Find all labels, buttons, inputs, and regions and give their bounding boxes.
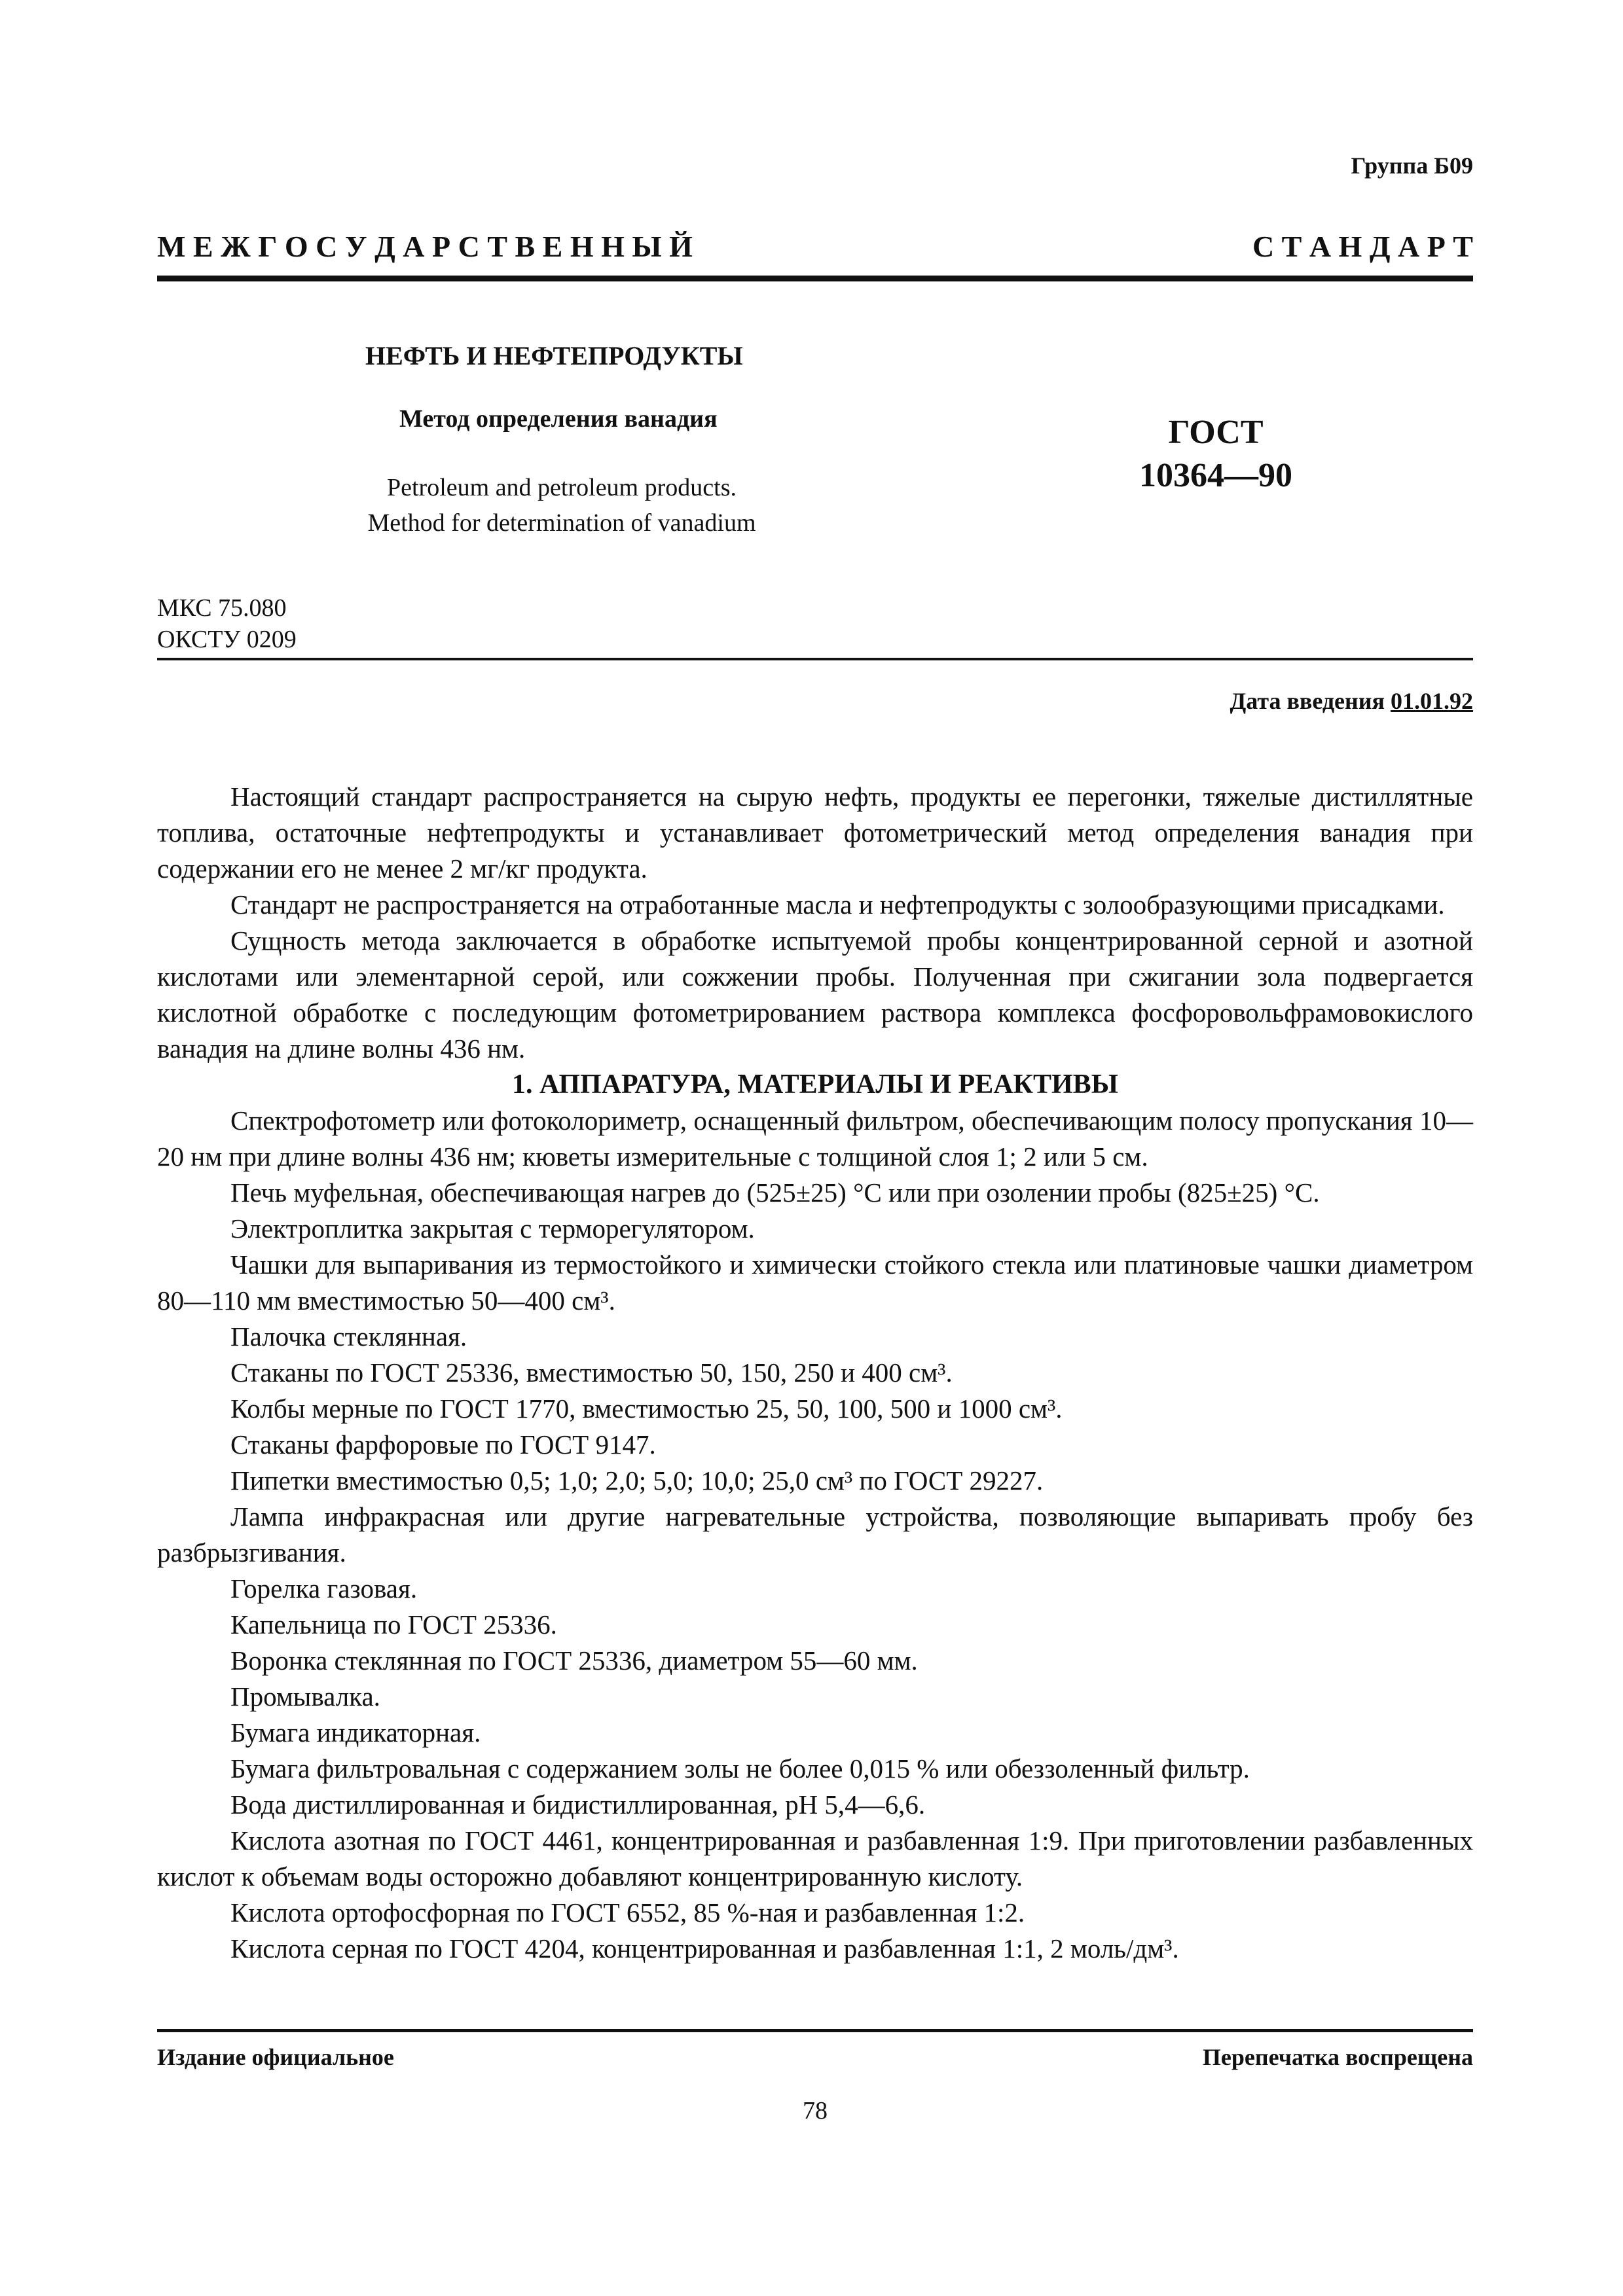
section-heading: 1. АППАРАТУРА, МАТЕРИАЛЫ И РЕАКТИВЫ [512,1069,1118,1100]
list-item: Капельница по ГОСТ 25336. [230,1609,557,1640]
gost-label: ГОСТ [1168,414,1264,451]
document-body [157,779,1473,1967]
list-item: Электроплитка закрытая с терморегулятором. [230,1213,755,1244]
document-title: НЕФТЬ И НЕФТЕПРОДУКТЫ [365,341,743,370]
footer-copyright: Перепечатка воспрещена [1202,2044,1473,2070]
list-item: Стаканы по ГОСТ 25336, вместимостью 50, 150, 250 и 400 см³. [230,1357,953,1388]
list-item: Печь муфельная, обеспечивающая нагрев до (525±25) °С или при озолении пробы (825±25) °С. [230,1177,1320,1208]
list-item: Кислота ортофосфорная по ГОСТ 6552, 85 %-ная и разбавленная 1:2. [230,1897,1025,1928]
paragraph: Настоящий стандарт распространяется на сырую нефть, продукты ее перегонки, тяжелые дистиллятные топлива, остаточные нефтепродукты и устанавливает фотометрический метод определения ванадия при содержании его не менее 2 мг/кг продукта. [157,781,1473,884]
page-number: 78 [803,2097,828,2125]
group-code: Группа Б09 [1351,152,1473,179]
mks-code: МКС 75.080 [157,594,287,622]
list-item: Спектрофотометр или фотоколориметр, оснащенный фильтром, обеспечивающим полосу пропускания 10—20 нм при длине волны 436 нм; кюветы измерительные с толщиной слоя 1; 2 или 5 см. [157,1105,1473,1172]
footer-rule [157,2029,1473,2032]
intro-date [1230,687,1474,715]
list-item: Промывалка. [230,1681,380,1712]
english-title-line2: Method for determination of vanadium [367,509,756,537]
paragraph: Сущность метода заключается в обработке испытуемой пробы концентрированной серной и азотной кислотами или элементарной серой, или сожжении пробы. Полученная при сжигании зола подвергается кислотной обработке с последующим фотометрированием раствора комплекса фосфоровольфрамовокислого ванадия на длине волны 436 нм. [157,925,1473,1064]
banner-left: М Е Ж Г О С У Д А Р С Т В Е Н Н Ы Й [157,230,693,263]
intro-date-value: 01.01.92 [1391,688,1473,714]
english-title [365,470,758,541]
header-rule [157,276,1473,281]
list-item: Стаканы фарфоровые по ГОСТ 9147. [230,1429,656,1460]
list-item: Пипетки вместимостью 0,5; 1,0; 2,0; 5,0; 10,0; 25,0 см³ по ГОСТ 29227. [230,1465,1044,1496]
intro-date-label: Дата введения [1230,688,1385,714]
list-item: Палочка стеклянная. [230,1321,467,1352]
list-item: Вода дистиллированная и бидистиллированная, рН 5,4—6,6. [230,1789,926,1820]
list-item: Кислота серная по ГОСТ 4204, концентрированная и разбавленная 1:1, 2 моль/дм³. [230,1933,1179,1964]
classification-codes [157,592,297,655]
list-item: Бумага фильтровальная с содержанием золы не более 0,015 % или обеззоленный фильтр. [230,1753,1250,1784]
list-item: Воронка стеклянная по ГОСТ 25336, диаметром 55—60 мм. [230,1645,918,1676]
english-title-line1: Petroleum and petroleum products. [387,474,737,501]
document-subtitle: Метод определения ванадия [399,405,718,433]
list-item: Горелка газовая. [230,1573,418,1604]
codes-rule [157,658,1473,660]
list-item: Кислота азотная по ГОСТ 4461, концентрированная и разбавленная 1:9. При приготовлении разбавленных кислот к объемам воды осторожно добавляют концентрированную кислоту. [157,1825,1473,1892]
list-item: Лампа инфракрасная или другие нагревательные устройства, позволяющие выпаривать пробу без разбрызгивания. [157,1501,1473,1568]
standard-banner [157,229,1473,264]
document-page [157,0,1473,2296]
okstu-code: ОКСТУ 0209 [157,626,297,653]
gost-designation [1139,411,1292,497]
list-item: Чашки для выпаривания из термостойкого и химически стойкого стекла или платиновые чашки диаметром 80—110 мм вместимостью 50—400 см³. [157,1249,1473,1316]
list-item: Бумага индикаторная. [230,1717,481,1748]
footer-edition: Издание официальное [157,2044,394,2070]
list-item: Колбы мерные по ГОСТ 1770, вместимостью 25, 50, 100, 500 и 1000 см³. [230,1393,1063,1424]
gost-number: 10364—90 [1139,457,1292,494]
paragraph: Стандарт не распространяется на отработанные масла и нефтепродукты с золообразующими присадками. [230,889,1445,920]
banner-right: С Т А Н Д А Р Т [1252,230,1473,263]
